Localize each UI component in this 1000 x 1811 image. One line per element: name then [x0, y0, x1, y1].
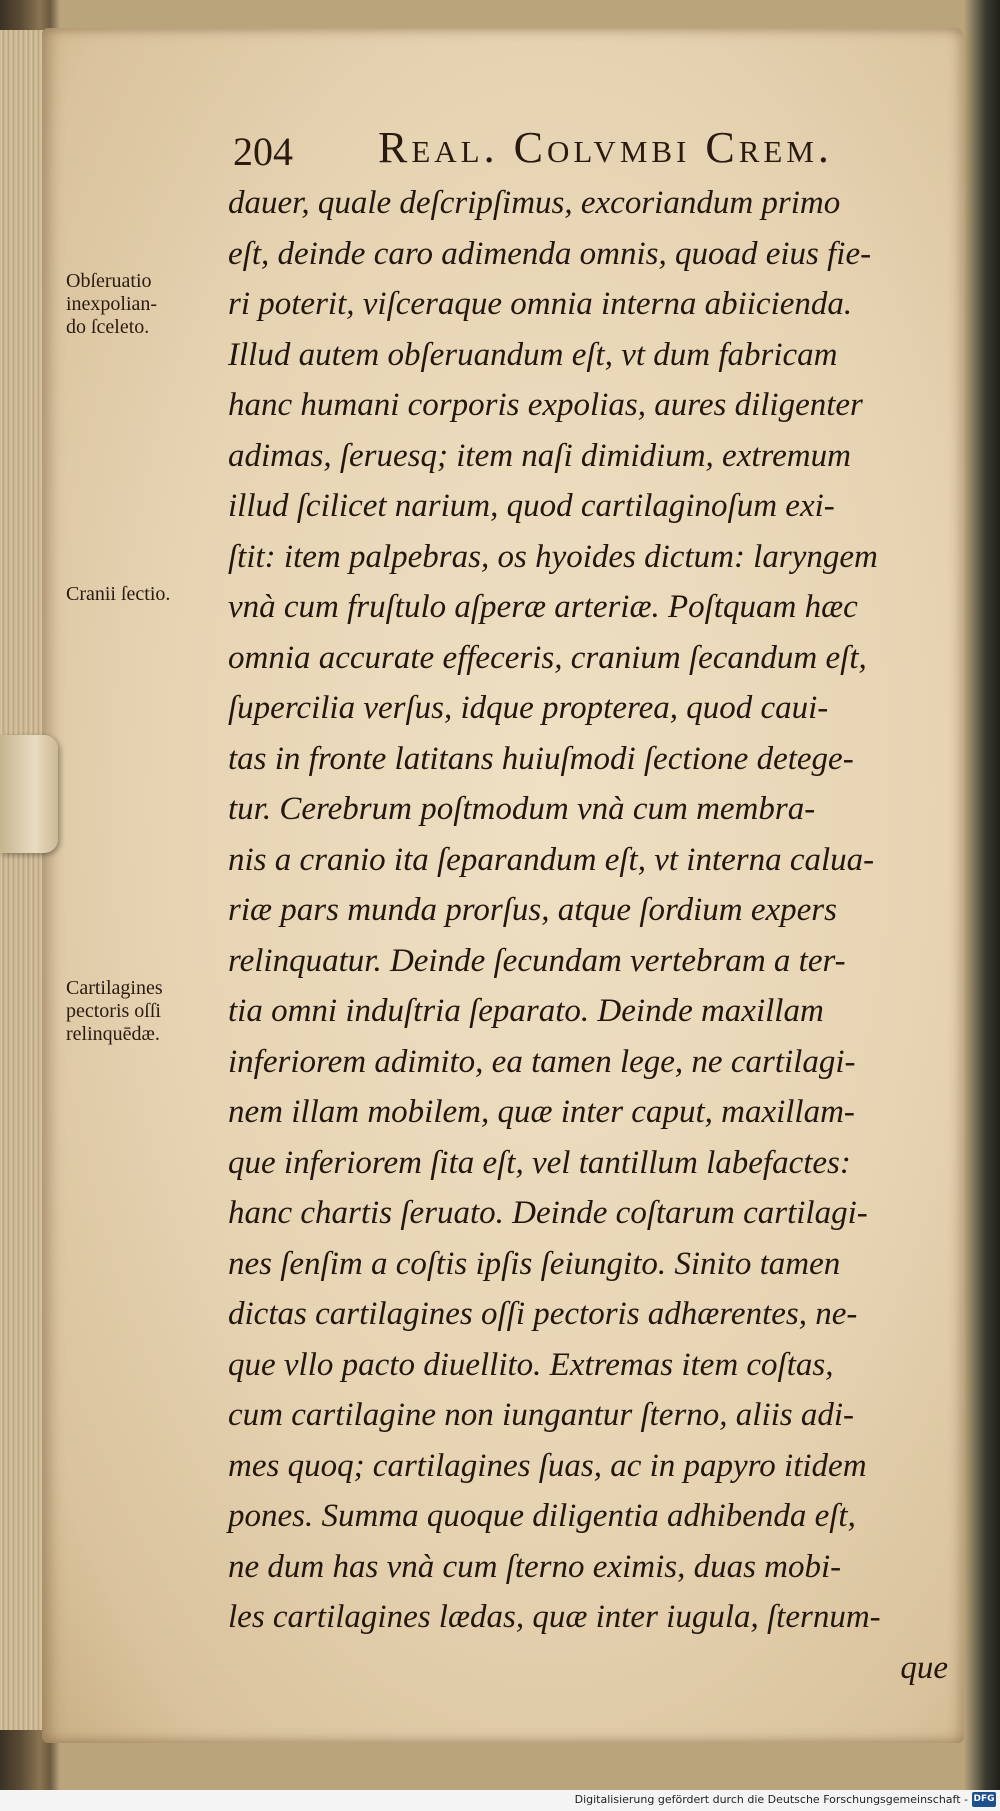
text-line: tia omni induſtria ſeparato. Deinde maxillam: [228, 993, 824, 1029]
text-line: vnà cum fruſtulo aſperæ arteriæ. Poſtquam hæc: [228, 589, 858, 625]
margin-note-line: Cranii ſectio.: [66, 583, 171, 605]
text-line: ne dum has vnà cum ſterno eximis, duas mobi-: [228, 1548, 842, 1585]
text-line: pones. Summa quoque diligentia adhibenda eſt,: [228, 1498, 856, 1534]
margin-note-cartilagines: [66, 977, 216, 1046]
text-line: nem illam mobilem, quæ inter caput, maxillam-: [228, 1094, 855, 1130]
margin-note-line: Cartilagines: [66, 977, 163, 999]
page-clip: [0, 735, 58, 853]
text-line: que vllo pacto diuellito. Extremas item coſtas,: [228, 1346, 834, 1383]
text-line: dictas cartilagines oſſi pectoris adhærentes, ne-: [228, 1296, 858, 1332]
text-line: adimas, ſeruesq; item naſi dimidium, extremum: [228, 437, 851, 474]
dfg-logo-icon: DFG: [972, 1792, 996, 1807]
text-line: cum cartilagine non iungantur ſterno, aliis adi-: [228, 1397, 855, 1433]
text-line: eſt, deinde caro adimenda omnis, quoad eius fie-: [228, 235, 872, 272]
text-line: ſupercilia verſus, idque propterea, quod caui-: [228, 690, 829, 726]
text-line: hanc humani corporis expolias, aures diligenter: [228, 387, 863, 423]
page-number: 204: [233, 129, 293, 174]
text-line: omnia accurate effeceris, cranium ſecandum eſt,: [228, 639, 867, 676]
margin-note-line: Obſeruatio: [66, 270, 152, 292]
margin-note-observatio: [66, 270, 216, 339]
text-line: ri poterit, viſceraque omnia interna abiicienda.: [228, 286, 853, 322]
text-line: nis a cranio ita ſeparandum eſt, vt interna calua-: [228, 841, 875, 878]
text-line: Illud autem obſeruandum eſt, vt dum fabricam: [228, 336, 838, 373]
text-line: nes ſenſim a coſtis ipſis ſeiungito. Sinito tamen: [228, 1245, 841, 1282]
body-text: [228, 178, 948, 1693]
margin-note-line: inexpolian-: [66, 293, 158, 315]
margin-note-cranii-sectio: [66, 583, 216, 606]
binding-shadow: [964, 0, 1000, 1790]
text-line: les cartilagines lædas, quæ inter iugula, ſternum-: [228, 1599, 881, 1635]
margin-note-line: pectoris oſſi: [66, 1000, 161, 1022]
text-line: tur. Cerebrum poſtmodum vnà cum membra-: [228, 791, 816, 827]
margin-note-line: do ſceleto.: [66, 316, 150, 338]
text-line: inferiorem adimito, ea tamen lege, ne cartilagi-: [228, 1043, 856, 1080]
margin-note-line: relinquēdæ.: [66, 1023, 160, 1045]
text-line: tas in fronte latitans huiuſmodi ſectione detege-: [228, 740, 854, 777]
text-line: riæ pars munda prorſus, atque ſordium expers: [228, 892, 837, 928]
text-line: mes quoq; cartilagines ſuas, ac in papyro itidem: [228, 1447, 867, 1484]
text-line: dauer, quale deſcripſimus, excoriandum primo: [228, 185, 841, 221]
catchword: que: [900, 1649, 948, 1686]
running-head: Real. Colvmbi Crem.: [378, 123, 833, 172]
text-line: relinquatur. Deinde ſecundam vertebram a ter-: [228, 942, 846, 979]
text-line: illud ſcilicet narium, quod cartilaginoſum exi-: [228, 488, 835, 524]
text-line: que inferiorem ſita eſt, vel tantillum labefactes:: [228, 1144, 851, 1181]
footer-credit: Digitalisierung gefördert durch die Deutsche Forschungsgemeinschaft -: [574, 1793, 968, 1806]
text-line: hanc chartis ſeruato. Deinde coſtarum cartilagi-: [228, 1195, 868, 1231]
text-line: ſtit: item palpebras, os hyoides dictum: laryngem: [228, 538, 878, 575]
page-header: [233, 123, 953, 178]
